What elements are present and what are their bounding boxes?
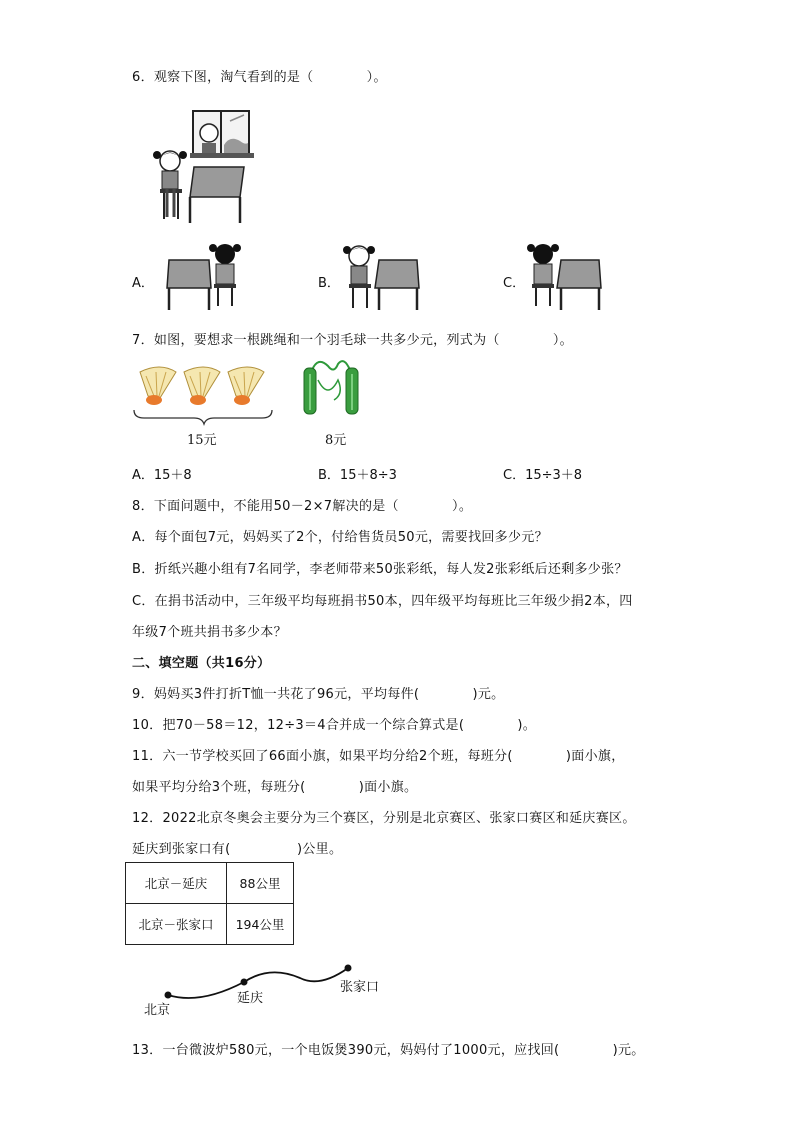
shuttlecock-group-illustration — [130, 362, 275, 427]
q6-option-a-label: A． — [132, 276, 154, 291]
q12-text-line2: 延庆到张家口有( )公里。 — [132, 842, 343, 857]
q7-option-c: C．15÷3＋8 — [503, 468, 583, 483]
girl-back-beside-table-icon — [525, 240, 605, 312]
q9-text: 9．妈妈买3件打折T恤一共花了96元，平均每件( )元。 — [132, 687, 505, 702]
distance-cell: 88公里 — [227, 863, 294, 904]
q6-option-c-label: C． — [503, 276, 526, 291]
q7-option-b: B．15＋8÷3 — [318, 468, 397, 483]
q8-option-b: B．折纸兴趣小组有7名同学，李老师带来50张彩纸，每人发2张彩纸后还剩多少张？ — [132, 562, 628, 577]
q8-option-c: C．在捐书活动中，三年级平均每班捐书50本，四年级平均每班比三年级少捐2本，四 — [132, 594, 633, 609]
q10-text: 10．把70－58＝12，12÷3＝4合并成一个综合算式是( )。 — [132, 718, 537, 733]
route-cell: 北京－延庆 — [126, 863, 227, 904]
q13-text: 13．一台微波炉580元，一个电饭煲390元，妈妈付了1000元，应找回( )元。 — [132, 1043, 645, 1058]
map-label-zhangjiakou: 张家口 — [340, 980, 380, 995]
q8-option-c-cont: 年级7个班共捐书多少本？ — [132, 625, 287, 640]
section-heading: 二、填空题（共16分） — [132, 656, 271, 671]
jump-rope-price: 8元 — [325, 433, 347, 448]
q11-text-line2: 如果平均分给3个班，每班分( )面小旗。 — [132, 780, 418, 795]
jump-rope-illustration — [298, 360, 368, 420]
q7-text: 7．如图，要想求一根跳绳和一个羽毛球一共多少元，列式为（ ）。 — [132, 333, 573, 348]
distance-cell: 194公里 — [227, 904, 294, 945]
q6-option-b-label: B． — [318, 276, 340, 291]
girl-back-beside-table-icon — [165, 240, 240, 312]
q7-option-a: A．15＋8 — [132, 468, 192, 483]
girl-front-beside-table-icon — [343, 240, 423, 312]
q8-option-a: A．每个面包7元，妈妈买了2个，付给售货员50元，需要找回多少元？ — [132, 530, 548, 545]
map-label-yanqing: 延庆 — [237, 991, 264, 1006]
map-label-beijing: 北京 — [144, 1003, 171, 1018]
distance-table — [125, 862, 294, 945]
q6-scene-illustration — [150, 105, 260, 225]
q6-text: 6．观察下图，淘气看到的是（ ）。 — [132, 70, 387, 85]
table-row — [126, 904, 294, 945]
q12-text-line1: 12．2022北京冬奥会主要分为三个赛区，分别是北京赛区、张家口赛区和延庆赛区。 — [132, 811, 636, 826]
route-cell: 北京－张家口 — [126, 904, 227, 945]
q8-text: 8．下面问题中，不能用50－2×7解决的是（ ）。 — [132, 499, 473, 514]
table-row — [126, 863, 294, 904]
q11-text-line1: 11．六一节学校买回了66面小旗，如果平均分给2个班，每班分( )面小旗， — [132, 749, 625, 764]
shuttlecock-price: 15元 — [187, 433, 217, 448]
